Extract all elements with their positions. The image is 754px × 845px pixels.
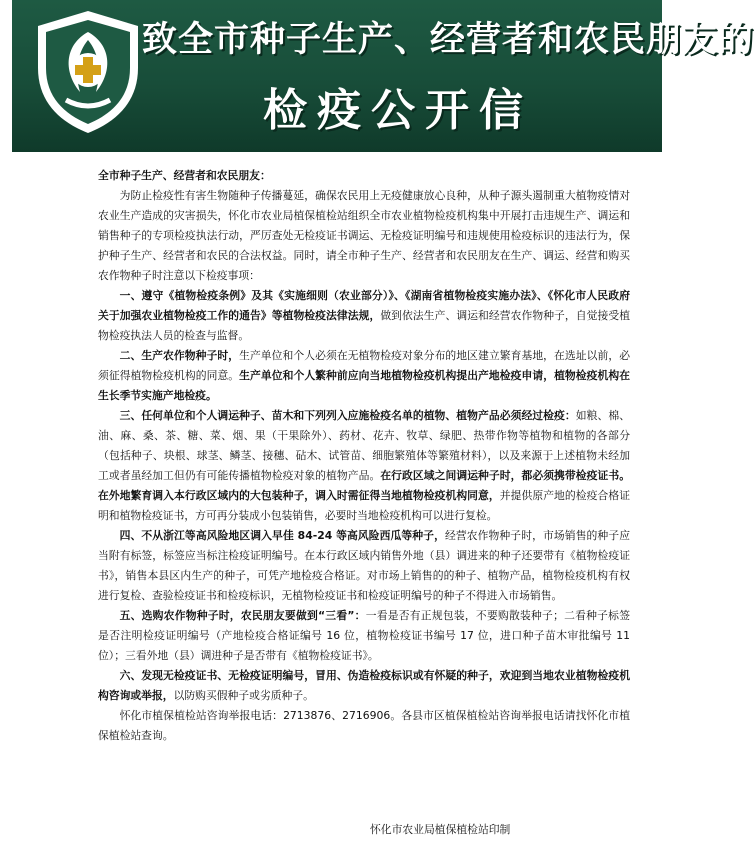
item-4-paragraph bbox=[98, 526, 630, 606]
banner-title-line-2: 检疫公开信 bbox=[263, 85, 533, 136]
item-1-text: 做到依法生产、调运和经营农作物种子，自觉接受植物检疫执法人员的检查与监督。 bbox=[98, 309, 631, 342]
letter-salutation: 全市种子生产、经营者和农民朋友： bbox=[98, 169, 271, 182]
item-4-lead: 四、不从浙江等高风险地区调入早佳 84-24 等高风险西瓜等种子， bbox=[119, 529, 445, 542]
item-6-paragraph bbox=[98, 666, 630, 706]
plant-quarantine-shield-icon bbox=[32, 8, 144, 136]
banner-title-line-1: 致全市种子生产、经营者和农民朋友的 bbox=[142, 19, 754, 60]
letter-intro: 为防止检疫性有害生物随种子传播蔓延，确保农民用上无疫健康放心良种，从种子源头遏制重大植物疫情对农业生产造成的灾害损失，怀化市农业局植保植检站组织全市农业植物检疫机构集中开展打击违规生产、调运和销售种子的专项检疫执法行动，严厉查处无检疫证书调运、无检疫证明编号和违规使用检疫标识的违法行为，保护种子生产、经营者和农民的合法权益。同时，请全市种子生产、经营者和农民朋友在生产、调运、经营和购买农作物种子时注意以下检疫事项： bbox=[98, 189, 630, 282]
item-5-lead: 五、选购农作物种子时，农民朋友要做到“三看”： bbox=[119, 609, 366, 622]
item-3-lead: 三、任何单位和个人调运种子、苗木和下列列入应施检疫名单的植物、植物产品必须经过检疫： bbox=[119, 409, 576, 422]
header-banner bbox=[12, 0, 754, 152]
item-3-text: 如粮、棉、油、麻、桑、茶、糖、菜、烟、果（干果除外）、药材、花卉、牧草、绿肥、热带作物等植物和植物的各部分（包括种子、块根、球茎、鳞茎、接穗、砧木、试管苗、细胞繁殖体等繁殖材料），以及来源于上述植物未经加工或者虽经加工但仍有可能传播植物检疫对象的植物产品。 bbox=[98, 409, 631, 482]
item-2-paragraph bbox=[98, 346, 630, 406]
item-3-bold-tail: 在行政区域之间调运种子时，都必须携带检疫证书。在外地繁育调入本行政区域内的大包装种子，调入时需征得当地植物检疫机构同意， bbox=[98, 469, 631, 502]
item-3-paragraph bbox=[98, 406, 630, 526]
item-2-lead: 二、生产农作物种子时， bbox=[119, 349, 240, 362]
item-5-paragraph bbox=[98, 606, 630, 666]
item-6-text: 以防购买假种子或劣质种子。 bbox=[173, 689, 314, 702]
item-5-text: 一看是否有正规包装，不要购散装种子；二看种子标签是否注明检疫证明编号（产地检疫合格证编号 16 位，植物检疫证书编号 17 位，进口种子苗木审批编号 11 位）；三看外地（县）调进种子是否带有《植物检疫证书》。 bbox=[98, 609, 630, 662]
item-4-text: 经营农作物种子时，市场销售的种子应当附有标签，标签应当标注检疫证明编号。在本行政区域内销售外地（县）调进来的种子还要带有《植物检疫证书》，销售本县区内生产的种子，可凭产地检疫合格证。对市场上销售的的种子、植物产品，植物检疫机构有权进行复检、查验检疫证书和检疫标识，无植物检疫证书和检疫证明编号的种子不得进入市场销售。 bbox=[98, 529, 631, 602]
letter-signature: 怀化市农业局植保植检站印制 bbox=[370, 823, 511, 836]
item-1-lead: 一、遵守《植物检疫条例》及其《实施细则（农业部分）》、《湖南省植物检疫实施办法》、《怀化市人民政府关于加强农业植物检疫工作的通告》等植物检疫法律法规， bbox=[98, 289, 630, 322]
item-6-lead: 六、发现无检疫证书、无检疫证明编号，冒用、伪造检疫标识或有怀疑的种子，欢迎到当地农业植物检疫机构咨询或举报， bbox=[98, 669, 630, 702]
item-3-text-end: 并提供原产地的检疫合格证明和植物检疫证书，方可再分装成小包装销售，必要时当地检疫机构可以进行复检。 bbox=[98, 489, 631, 522]
letter-body bbox=[98, 166, 630, 746]
item-2-text: 生产单位和个人必须在无植物检疫对象分布的地区建立繁育基地，在选址以前，必须征得植物检疫机构的同意。 bbox=[98, 349, 631, 382]
contact-info: 怀化市植保植检站咨询举报电话：2713876、2716906。各县市区植保植检站咨询举报电话请找怀化市植保植检站查询。 bbox=[98, 709, 630, 742]
item-1-paragraph bbox=[98, 286, 630, 346]
item-2-bold-tail: 生产单位和个人繁种前应向当地植物检疫机构提出产地检疫申请，植物检疫机构在生长季节实施产地检疫。 bbox=[98, 369, 631, 402]
